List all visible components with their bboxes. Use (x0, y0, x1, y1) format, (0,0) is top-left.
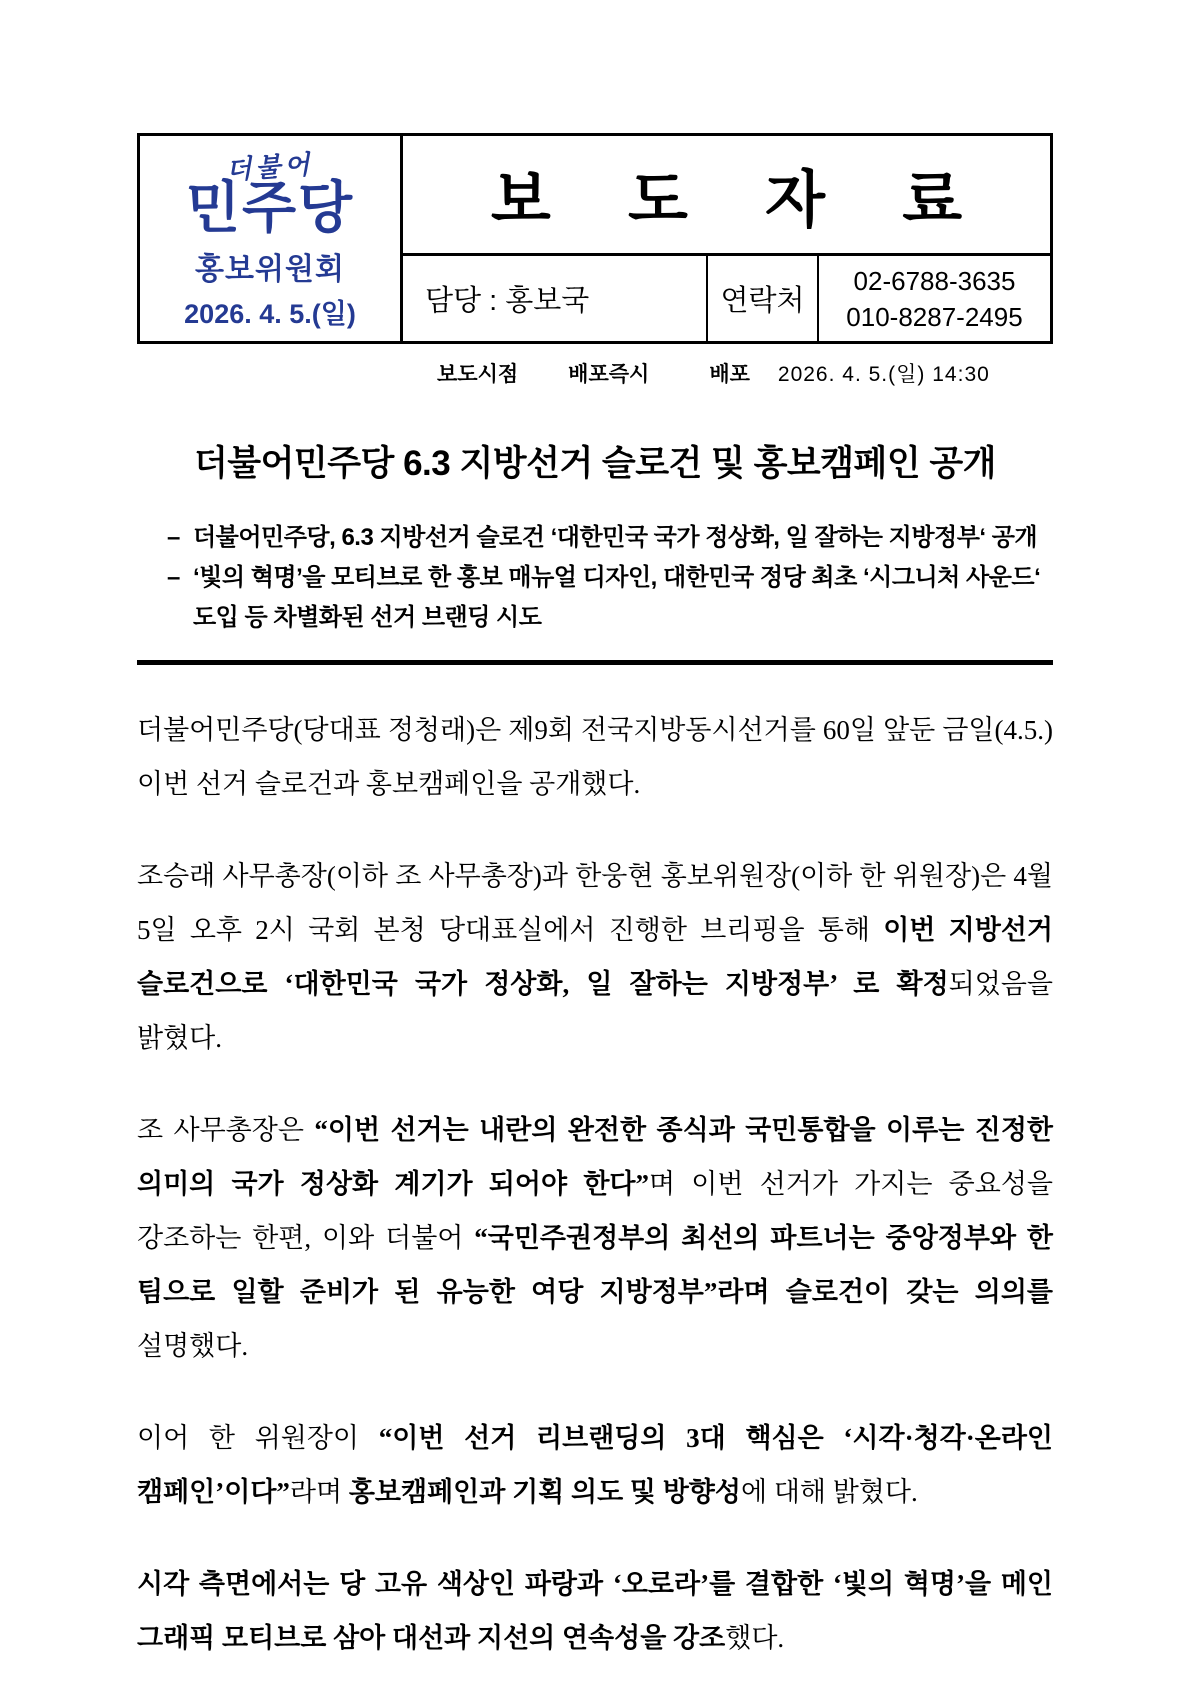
distribution-label: 배포 (709, 363, 750, 386)
logo-department: 홍보위원회 (195, 252, 345, 286)
header-table (137, 133, 1053, 344)
doc-type-title: 보 도 자 료 (403, 136, 1050, 256)
logo-date: 2026. 4. 5.(일) (184, 298, 356, 329)
paragraph-4: 이어 한 위원장이 “이번 선거 리브랜딩의 3대 핵심은 ‘시각·청각·온라인 캠페인’이다”라며 홍보캠페인과 기획 의도 및 방향성에 대해 밝혔다. (137, 1423, 1054, 1507)
party-logo (140, 136, 403, 341)
manager-cell: 담당 : 홍보국 (403, 256, 708, 341)
paragraph-5: 시각 측면에서는 당 고유 색상인 파랑과 ‘오로라’를 결합한 ‘빛의 혁명’을 메인 그래픽 모티브로 삼아 대선과 지선의 연속성을 강조했다. (137, 1569, 1053, 1653)
release-info-line (437, 358, 1053, 388)
headline-title: 더불어민주당 6.3 지방선거 슬로건 및 홍보캠페인 공개 (193, 444, 996, 483)
summary-bullet-1-text: 더불어민주당, 6.3 지방선거 슬로건 ‘대한민국 국가 정상화, 일 잘하는 지방정부‘ 공개 (193, 524, 1038, 551)
contact-label-cell: 연락처 (708, 256, 819, 341)
release-time-label: 보도시점 (437, 363, 519, 386)
logo-script-text: 더불어 (225, 148, 315, 185)
phone-number-1: 02-6788-3635 (853, 265, 1016, 296)
paragraph-2: 조승래 사무총장(이하 조 사무총장)과 한웅현 홍보위원장(이하 한 위원장)은 4월 5일 오후 2시 국회 본청 당대표실에서 진행한 브리핑을 통해 이번 지방선거 슬로건으로 ‘대한민국 국가 정상화, 일 잘하는 지방정부’ 로 확정되었음을 밝혔다. (137, 861, 1053, 1053)
summary-bullet-1 (167, 518, 1053, 558)
paragraph-3: 조 사무총장은 “이번 선거는 내란의 완전한 종식과 국민통합을 이루는 진정한 의미의 국가 정상화 계기가 되어야 한다”며 이번 선거가 가지는 중요성을 강조하는 한편, 이와 더불어 “국민주권정부의 최선의 파트너는 중앙정부와 한 팀으로 일할 준비가 된 유능한 여당 지방정부”라며 슬로건이 갖는 의의를 설명했다. (137, 1115, 1054, 1361)
logo-party-name: 민주당 (185, 175, 355, 239)
bullet-dash: – (167, 524, 180, 551)
distribution-datetime: 2026. 4. 5.(일) 14:30 (777, 363, 990, 386)
body-text (137, 703, 1053, 1665)
summary-bullet-2 (167, 558, 1053, 638)
release-time-value: 배포즉시 (568, 363, 650, 386)
bullet-dash: – (167, 564, 180, 591)
header-row-2 (403, 256, 1050, 341)
summary-bullet-2-text: ‘빛의 혁명’을 모티브로 한 홍보 매뉴얼 디자인, 대한민국 정당 최초 ‘시그니처 사운드‘ 도입 등 차별화된 선거 브랜딩 시도 (193, 564, 1041, 631)
section-divider (137, 660, 1053, 665)
summary-bullets (137, 518, 1053, 638)
paragraph-1: 더불어민주당(당대표 정청래)은 제9회 전국지방동시선거를 60일 앞둔 금일(4.5.) 이번 선거 슬로건과 홍보캠페인을 공개했다. (137, 715, 1053, 799)
page-content (137, 133, 1053, 1665)
contact-phones-cell (819, 256, 1050, 341)
phone-number-2: 010-8287-2495 (846, 301, 1023, 332)
